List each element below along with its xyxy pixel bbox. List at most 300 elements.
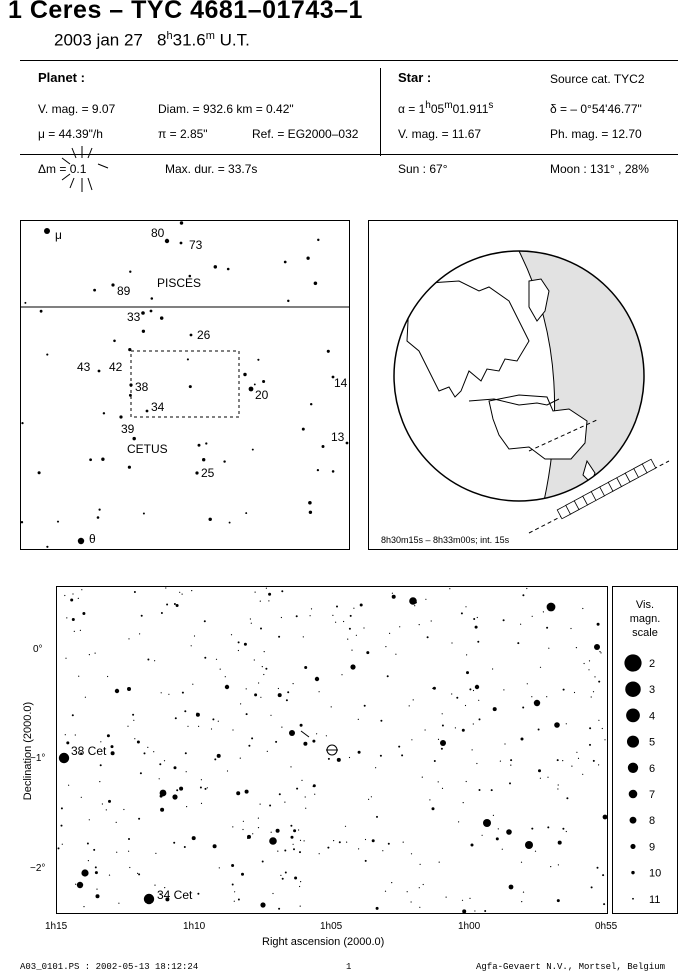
field-star [409, 597, 417, 605]
finder-label: 38 [135, 380, 149, 394]
scale-mag-label: 2 [649, 658, 656, 670]
field-star [159, 763, 161, 765]
field-star [597, 623, 600, 626]
field-star [504, 743, 505, 744]
field-star [469, 688, 471, 690]
field-star [128, 851, 129, 852]
field-star [526, 588, 527, 589]
field-star [341, 674, 342, 675]
field-star [475, 626, 478, 629]
finder-star [129, 383, 132, 386]
field-star [275, 741, 277, 743]
finder-star [189, 385, 192, 388]
field-star [312, 740, 315, 743]
field-star [147, 747, 148, 748]
field-star [77, 882, 83, 888]
field-star [327, 847, 329, 849]
field-star [305, 808, 306, 809]
field-star [227, 770, 228, 771]
field-star [503, 689, 504, 690]
finder-star [306, 257, 309, 260]
field-star [403, 842, 404, 843]
field-star [216, 659, 217, 660]
field-star [83, 906, 84, 907]
scale-mag-label: 10 [649, 867, 662, 880]
finder-star [310, 403, 312, 405]
field-star [557, 788, 558, 789]
field-star [603, 903, 605, 905]
field-star [133, 720, 134, 721]
field-star [251, 623, 252, 624]
field-star [358, 848, 359, 849]
field-star [250, 618, 251, 619]
field-star [260, 804, 261, 805]
field-star [66, 617, 67, 618]
field-star [116, 852, 117, 853]
field-star [95, 871, 98, 874]
field-star [247, 838, 248, 839]
star-heading: Star : [398, 70, 432, 85]
field-star [451, 693, 452, 694]
field-star [305, 796, 306, 797]
field-star [278, 693, 282, 697]
field-star [116, 822, 117, 823]
finder-star [89, 458, 92, 461]
field-star [255, 592, 256, 593]
field-star [72, 714, 74, 716]
field-star [563, 689, 565, 691]
field-star [419, 907, 420, 908]
field-star [538, 769, 541, 772]
field-star [380, 720, 382, 722]
field-star [260, 902, 265, 907]
finder-star [208, 518, 211, 521]
finder-star [93, 289, 96, 292]
star-chart-svg [57, 587, 607, 913]
field-star [281, 590, 283, 592]
field-star [285, 872, 287, 874]
star-label-34-cet: 34 Cet [157, 888, 193, 902]
field-star [358, 751, 361, 754]
field-star [476, 763, 477, 764]
field-star [160, 808, 164, 812]
field-star [493, 707, 497, 711]
field-star [546, 627, 548, 629]
field-star [538, 729, 540, 731]
field-star [326, 735, 327, 736]
field-star [353, 608, 354, 609]
finder-label: CETUS [127, 442, 168, 456]
field-star [244, 643, 247, 646]
field-star [429, 799, 430, 800]
field-star [61, 807, 63, 809]
field-star [466, 671, 469, 674]
field-star [414, 605, 415, 606]
y-tick: −2° [30, 863, 46, 874]
finder-star [165, 239, 169, 243]
finder-star [205, 442, 207, 444]
field-star [589, 727, 591, 729]
field-star [548, 648, 549, 649]
field-star [411, 853, 412, 854]
field-star [115, 689, 119, 693]
field-star [265, 668, 267, 670]
field-star [278, 688, 279, 689]
finder-star [346, 442, 349, 445]
field-star [591, 886, 593, 888]
finder-star [101, 458, 104, 461]
field-star [207, 787, 208, 788]
field-star [214, 758, 216, 760]
field-star [246, 713, 248, 715]
field-star [141, 615, 143, 617]
field-star [72, 618, 75, 621]
field-star [376, 816, 378, 818]
x-tick: 0h55 [595, 921, 618, 932]
finder-star [40, 310, 43, 313]
field-star [420, 864, 421, 865]
field-star [280, 875, 281, 876]
field-star [279, 793, 281, 795]
field-star [523, 892, 524, 893]
sun-elongation: Sun : 67° [398, 162, 448, 176]
field-star [339, 841, 341, 843]
field-star [360, 604, 363, 607]
field-star [186, 771, 187, 772]
footer-file: A03_0101.PS : 2002-05-13 18:12:24 [20, 962, 199, 972]
field-star [570, 628, 571, 629]
scale-dot [628, 763, 638, 773]
finder-labels [55, 226, 348, 546]
field-star [78, 676, 79, 677]
field-star [510, 759, 512, 761]
field-star [315, 677, 319, 681]
field-star [388, 843, 390, 845]
field-star [205, 788, 207, 790]
field-star [234, 901, 235, 902]
field-star [128, 838, 130, 840]
field-star [358, 719, 359, 720]
field-star [161, 612, 163, 614]
finder-star [132, 437, 135, 440]
field-star [138, 818, 140, 820]
finder-label: 33 [127, 310, 141, 324]
field-star [527, 683, 528, 684]
field-star [299, 851, 301, 853]
field-star [593, 691, 594, 692]
field-star [543, 611, 544, 612]
field-star [281, 727, 282, 728]
field-star [175, 717, 177, 719]
field-star [268, 593, 271, 596]
field-star [343, 621, 344, 622]
field-star [376, 907, 379, 910]
field-star [547, 826, 549, 828]
field-star [286, 699, 288, 701]
field-star [191, 645, 192, 646]
field-star [433, 687, 436, 690]
field-star [80, 630, 81, 631]
field-star [187, 726, 188, 727]
star-phmag: Ph. mag. = 12.70 [550, 127, 642, 141]
field-star [74, 631, 75, 632]
x-tick: 1h00 [458, 921, 481, 932]
field-star [503, 619, 505, 621]
globe-svg [369, 221, 677, 549]
field-star [154, 885, 155, 886]
field-star [75, 884, 76, 885]
scale-mag-label: 3 [649, 684, 656, 697]
finder-star [308, 501, 312, 505]
field-star [496, 837, 499, 840]
field-star [558, 841, 562, 845]
field-star [558, 784, 559, 785]
field-star [425, 729, 426, 730]
finder-star [146, 410, 149, 413]
star-vmag: V. mag. = 11.67 [398, 127, 482, 141]
field-star [107, 676, 108, 677]
planet-heading: Planet : [38, 70, 85, 85]
page-title: 1 Ceres – TYC 4681–01743–1 [8, 0, 363, 24]
finder-label: θ [89, 532, 96, 546]
field-star [99, 781, 100, 782]
field-star [127, 726, 128, 727]
finder-star [302, 428, 305, 431]
finder-label: 42 [109, 360, 123, 374]
finder-label: 89 [117, 284, 131, 298]
field-star [521, 901, 522, 902]
field-star [139, 633, 140, 634]
finder-star [78, 538, 84, 544]
scale-dot [625, 681, 640, 696]
field-star [269, 837, 277, 845]
field-star [387, 675, 389, 677]
field-star [168, 694, 169, 695]
field-star [571, 766, 572, 767]
field-star [442, 713, 443, 714]
field-star [598, 764, 599, 765]
field-star [531, 696, 532, 697]
field-star [313, 786, 314, 787]
magnitude-scale [612, 586, 678, 914]
field-star [506, 829, 512, 835]
field-star [284, 850, 286, 852]
field-star [64, 595, 65, 596]
field-star [260, 697, 261, 698]
field-star [401, 754, 403, 756]
field-star [59, 753, 69, 763]
asteroid-motion-arrow [301, 731, 309, 737]
field-star [174, 603, 176, 605]
field-star [267, 751, 268, 752]
field-star [179, 787, 183, 791]
field-star [299, 886, 300, 887]
field-star [176, 789, 178, 791]
field-star [182, 594, 183, 595]
field-star [602, 728, 603, 729]
field-star [589, 744, 591, 746]
star-source-catalog: Source cat. TYC2 [550, 72, 645, 86]
field-star [554, 722, 560, 728]
field-star [351, 650, 352, 651]
field-star [350, 615, 352, 617]
finder-star [252, 449, 254, 451]
field-star [521, 862, 522, 863]
field-star [72, 593, 73, 594]
planet-motion: μ = 44.39"/h [38, 127, 103, 141]
field-star [81, 589, 82, 590]
field-star [134, 591, 136, 593]
field-star [300, 724, 303, 727]
finder-star [103, 412, 105, 414]
field-star [81, 797, 82, 798]
field-star [263, 674, 264, 675]
field-star [296, 788, 298, 790]
field-star [461, 612, 463, 614]
field-star [172, 794, 177, 799]
field-star [304, 840, 305, 841]
finder-star [38, 471, 41, 474]
field-star [159, 778, 160, 779]
field-star [558, 864, 559, 865]
scale-dot [631, 871, 634, 874]
finder-star [128, 466, 131, 469]
field-star [298, 829, 299, 830]
finder-star [128, 348, 131, 351]
field-star [589, 660, 590, 661]
field-star [225, 676, 226, 677]
field-star [81, 869, 88, 876]
field-star [192, 836, 196, 840]
field-star [212, 718, 214, 720]
scale-title-1: Vis. [635, 599, 655, 611]
field-star [75, 734, 76, 735]
field-star [395, 654, 396, 655]
field-star [463, 802, 464, 803]
field-star [218, 721, 219, 722]
x-tick: 1h05 [320, 921, 343, 932]
field-star [232, 729, 233, 730]
field-star [87, 843, 89, 845]
finder-star [111, 283, 114, 286]
field-star [597, 867, 599, 869]
field-star [438, 739, 439, 740]
field-star [287, 691, 289, 693]
field-star [268, 600, 269, 601]
field-star [368, 799, 369, 800]
field-star [289, 730, 295, 736]
field-star [532, 616, 533, 617]
finder-star [180, 221, 183, 224]
field-star [184, 710, 186, 712]
field-star [600, 652, 601, 653]
field-star [328, 758, 330, 760]
field-star [78, 598, 79, 599]
field-star [547, 603, 556, 612]
field-star [349, 628, 351, 630]
field-star [419, 887, 420, 888]
field-star [492, 668, 493, 669]
planet-vmag: V. mag. = 9.07 [38, 102, 116, 116]
field-star [456, 697, 458, 699]
footer-credit: Agfa-Gevaert N.V., Mortsel, Belgium [476, 962, 666, 972]
finder-chart-svg [21, 221, 349, 549]
field-star [213, 844, 217, 848]
field-star [439, 862, 440, 863]
finder-star [314, 282, 318, 286]
finder-star [322, 445, 325, 448]
scale-mag-label: 8 [649, 815, 656, 828]
field-star [276, 829, 280, 833]
field-star [534, 700, 540, 706]
finder-star [257, 359, 259, 361]
star-chart [56, 586, 608, 914]
field-star [336, 606, 338, 608]
field-star [240, 703, 241, 704]
field-star [293, 683, 294, 684]
field-star [423, 884, 424, 885]
field-star [96, 894, 100, 898]
finder-label: 43 [77, 360, 91, 374]
field-star [345, 826, 346, 827]
finder-star [327, 350, 330, 353]
field-star [89, 819, 90, 820]
field-star [278, 908, 280, 910]
field-star [540, 778, 541, 779]
field-star [509, 886, 510, 887]
field-star [238, 899, 240, 901]
field-star [375, 767, 376, 768]
field-star [236, 791, 240, 795]
finder-star [229, 522, 231, 524]
field-star [440, 740, 446, 746]
finder-star [223, 460, 225, 462]
field-star [466, 781, 467, 782]
field-star [531, 828, 533, 830]
field-star [593, 760, 595, 762]
field-star [232, 826, 233, 827]
field-star [473, 723, 474, 724]
field-star [291, 836, 294, 839]
scale-mag-label: 4 [649, 710, 656, 723]
field-star [319, 853, 320, 854]
field-star [419, 624, 420, 625]
field-star [197, 893, 199, 895]
field-star [277, 851, 278, 852]
field-star [245, 790, 249, 794]
field-star [319, 691, 320, 692]
field-star [540, 667, 541, 668]
field-star [349, 757, 350, 758]
field-star [465, 606, 466, 607]
field-star [566, 723, 567, 724]
field-star [62, 844, 63, 845]
field-star [166, 604, 168, 606]
field-star [458, 821, 459, 822]
field-star [290, 825, 292, 827]
field-star [134, 738, 135, 739]
finder-star [262, 380, 265, 383]
field-star [254, 693, 257, 696]
field-star [582, 774, 583, 775]
finder-star [195, 471, 198, 474]
field-star [588, 669, 589, 670]
field-star [502, 849, 503, 850]
field-star [194, 635, 195, 636]
finder-star [284, 261, 287, 264]
field-star [198, 726, 199, 727]
finder-star [287, 300, 289, 302]
